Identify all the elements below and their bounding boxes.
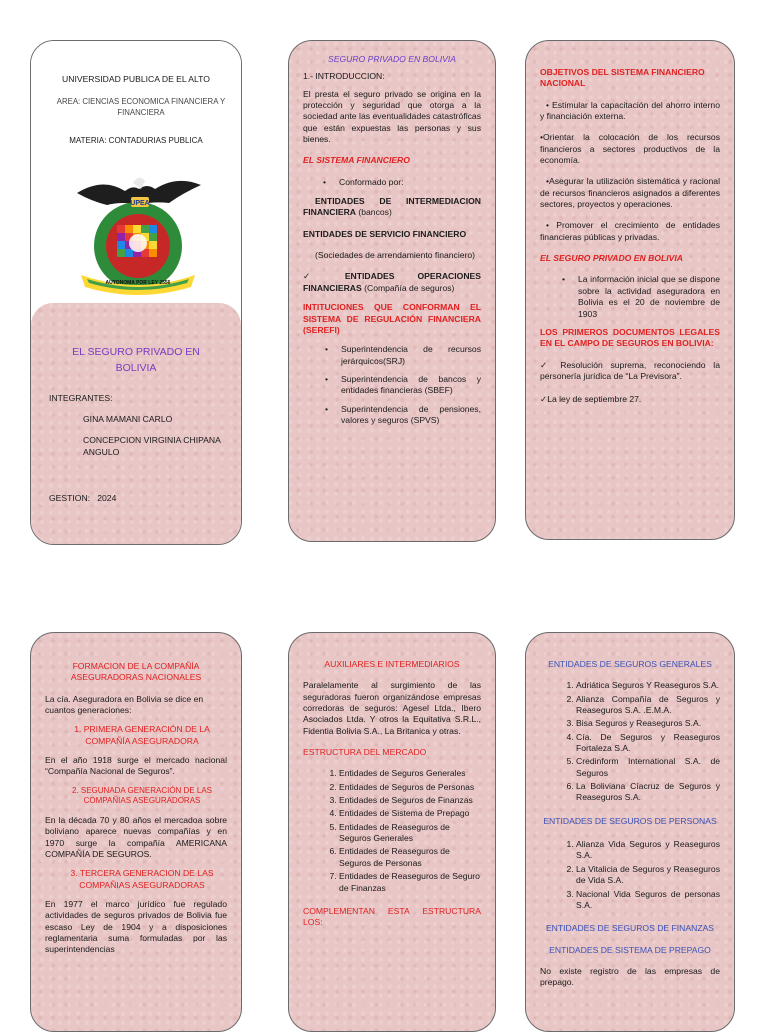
entidades-operaciones: ✓ ENTIDADES OPERACIONES FINANCIERAS (Compañía de seguros) xyxy=(303,271,481,293)
objetivo-item: •Asegurar la utilización sistemática y racional de recursos financieros asignados a diferentes sectores, proyectos y operaciones. xyxy=(540,176,720,210)
integrantes-label: INTEGRANTES: xyxy=(49,393,113,403)
entidades-intermediacion: ENTIDADES DE INTERMEDIACION FINANCIERA (bancos) xyxy=(303,196,481,218)
generation-1-heading: 1. PRIMERA GENERACIÓN DE LA COMPAÑÍA ASEGURADORA xyxy=(74,724,210,746)
market-panel xyxy=(288,632,496,1032)
list-item: • Superintendencia de recursos jerárquicos(SRJ) xyxy=(341,344,481,367)
list-item: 2. Entidades de Seguros de Personas xyxy=(339,782,481,793)
svg-text:AUTONOMA POR LEY 2556: AUTONOMA POR LEY 2556 xyxy=(105,280,171,286)
list-item: 3. Bisa Seguros y Reaseguros S.A. xyxy=(576,718,720,729)
list-item: 5. Entidades de Reaseguros de Seguros Generales xyxy=(339,822,481,845)
list-item: 1. Alianza Vida Seguros y Reaseguros S.A. xyxy=(576,839,720,862)
entities-panel xyxy=(525,632,735,1032)
docs-heading: LOS PRIMEROS DOCUMENTOS LEGALES EN EL CAMPO DE SEGUROS EN BOLIVIA: xyxy=(540,326,720,349)
list-item: 5. Credinform International S.A. de Seguros xyxy=(576,756,720,779)
finanzas-heading: ENTIDADES DE SEGUROS DE FINANZAS xyxy=(545,923,715,934)
svg-text:UPEA: UPEA xyxy=(130,200,150,207)
list-item: 7. Entidades de Reaseguros de Seguro de Finanzas xyxy=(339,871,481,894)
personas-heading: ENTIDADES DE SEGUROS DE PERSONAS xyxy=(543,815,717,826)
objetivo-item: • Estimular la capacitación del ahorro interno y financiación externa. xyxy=(540,99,720,122)
auxiliares-text: Paralelamente al surgimiento de las seguradoras fueron organizándose empresas corredoras de seguros: Agesel Ltda., Ibero Asociados Ltda. Y otros la Equitativa S.R.L., Fidentia Bolivia S.A., La Britanica y otras. xyxy=(303,680,481,736)
seguro-list xyxy=(540,274,720,319)
generation-3-heading: 3. TERCERA GENERACION DE LAS COMPAÑIAS ASEGURADORAS xyxy=(70,868,214,890)
sistema-heading: EL SISTEMA FINANCIERO xyxy=(303,155,410,166)
prepago-heading: ENTIDADES DE SISTEMA DE PREPAGO xyxy=(549,944,711,955)
check-icon: ✓ xyxy=(303,271,331,282)
generales-heading: ENTIDADES DE SEGUROS GENERALES xyxy=(548,659,712,669)
personas-list xyxy=(540,839,720,911)
estructura-heading: ESTRUCTURA DEL MERCADO xyxy=(303,747,427,758)
objetivo-item: • Promover el crecimiento de entidades financieras públicas y privadas. xyxy=(540,220,720,242)
formation-intro: La cía. Aseguradora en Bolivia se dice en cuantos generaciones: xyxy=(45,693,204,716)
list-item: 3. Entidades de Seguros de Finanzas xyxy=(339,795,481,806)
list-item: 2. Alianza Compañía de Seguros y Reaseguros S.A. .E.M.A. xyxy=(576,694,720,717)
list-item: 1. Entidades de Seguros Generales xyxy=(339,768,481,779)
cover-header xyxy=(31,41,241,303)
list-item: 4. Cía. De Seguros y Reaseguros Fortaleza S.A. xyxy=(576,732,720,755)
generation-3-text: En 1977 el marco jurídico fue regulado actividades de seguros privados de Bolivia fue escaso Ley de 1904 y a disposiciones reglamentaria suma formuladas por las superintendencias xyxy=(45,898,227,955)
generation-1-text: En el año 1918 surge el mercado nacional “Compañía Nacional de Seguros”. xyxy=(45,755,227,777)
entities-content xyxy=(540,659,720,995)
sociedades-text: (Sociedades de arrendamiento financiero) xyxy=(315,250,476,261)
integrante-1: GINA MAMANI CARLO xyxy=(83,414,173,424)
list-item: 6. La Boliviana Cíacruz de Seguros y Reaseguros S.A. xyxy=(576,781,720,804)
estructura-list xyxy=(303,768,481,893)
area-text: AREA: CIENCIAS ECONOMICA FINANCIERA Y FINANCIERA xyxy=(56,97,226,118)
intro-paragraph: El presta el seguro privado se origina en la protección y seguridad que otorga a la sociedad ante las eventualidades catastróficas que están expuestas las personas y sus bienes. xyxy=(303,88,481,145)
auxiliares-heading: AUXILIARES E INTERMEDIARIOS xyxy=(324,659,460,669)
market-content xyxy=(303,659,481,935)
integrante-2: CONCEPCION VIRGINIA CHIPANA ANGULO xyxy=(83,435,221,458)
generales-list xyxy=(540,680,720,803)
list-item: 2. La Vitalicia de Seguros y Reaseguros de Vida S.A. xyxy=(576,864,720,887)
list-item: • Superintendencia de bancos y entidades financieras (SBEF) xyxy=(341,374,481,397)
introduction-panel xyxy=(288,40,496,542)
intro-label: 1.- INTRODUCCION: xyxy=(303,71,385,82)
objetivos-heading: OBJETIVOS DEL SISTEMA FINANCIERO NACIONAL xyxy=(540,67,705,89)
prepago-text: No existe registro de las empresas de prepago. xyxy=(540,965,720,988)
list-item: 1. Adriática Seguros Y Reaseguros S.A. xyxy=(576,680,720,691)
generation-2-text: En la década 70 y 80 años el mercadoa sobre boliviano aparece nuevas compañías y en 1970 surge la compañía AMERICANA COMPAÑÍA DE SEGUROS. xyxy=(45,814,227,859)
upea-logo xyxy=(73,171,203,297)
instituciones-list xyxy=(303,344,481,426)
seguro-heading: EL SEGURO PRIVADO EN BOLIVIA xyxy=(540,253,683,264)
cover-body xyxy=(31,303,241,545)
entidades-servicio: ENTIDADES DE SERVICIO FINANCIERO xyxy=(303,228,467,239)
complementan-heading: COMPLEMENTAN ESTA ESTRUCTURA LOS: xyxy=(303,905,481,928)
list-item: • La información inicial que se dispone sobre la actividad aseguradora en Bolivia es el 20 de noviembre de 1903 xyxy=(578,274,720,319)
doc-item: ✓ Resolución suprema, reconociendo la personería jurídica de “La Previsora”. xyxy=(540,359,720,381)
materia-text: MATERIA: CONTADURIAS PUBLICA xyxy=(69,136,203,145)
cover-title: EL SEGURO PRIVADO EN BOLIVIA xyxy=(72,346,200,374)
instituciones-heading: INTITUCIONES QUE CONFORMAN EL SISTEMA DE REGULACIÓN FINANCIERA (SEREFI) xyxy=(303,302,481,335)
list-item: 4. Entidades de Sistema de Prepago xyxy=(339,808,481,819)
cover-panel xyxy=(30,40,242,545)
list-item: 3. Nacional Vida Seguros de personas S.A. xyxy=(576,889,720,912)
formation-panel xyxy=(30,632,242,1032)
panel-heading: SEGURO PRIVADO EN BOLIVIA xyxy=(328,54,456,64)
gestion-text: GESTION: 2024 xyxy=(49,493,117,503)
list-item: 6. Entidades de Reaseguros de Seguros de Personas xyxy=(339,846,481,869)
formation-content xyxy=(45,661,227,962)
objetivo-item: •Orientar la colocación de los recursos financieros a sectores productivos de la economía. xyxy=(540,132,720,166)
list-item: • Conformado por: xyxy=(339,177,481,188)
introduction-content xyxy=(303,54,481,433)
formation-heading: FORMACION DE LA COMPAÑÍA ASEGURADORAS NACIONALES xyxy=(70,661,202,683)
list-item: • Superintendencia de pensiones, valores y seguros (SPVS) xyxy=(341,404,481,427)
university-name: UNIVERSIDAD PUBLICA DE EL ALTO xyxy=(62,74,210,84)
objectives-panel xyxy=(525,40,735,540)
doc-item: ✓La ley de septiembre 27. xyxy=(540,394,642,405)
objectives-content xyxy=(540,67,720,412)
generation-2-heading: 2. SEGUNADA GENERACIÓN DE LAS COMPAÑIAS ASEGURADORAS xyxy=(71,785,213,806)
conformado-list xyxy=(303,177,481,188)
